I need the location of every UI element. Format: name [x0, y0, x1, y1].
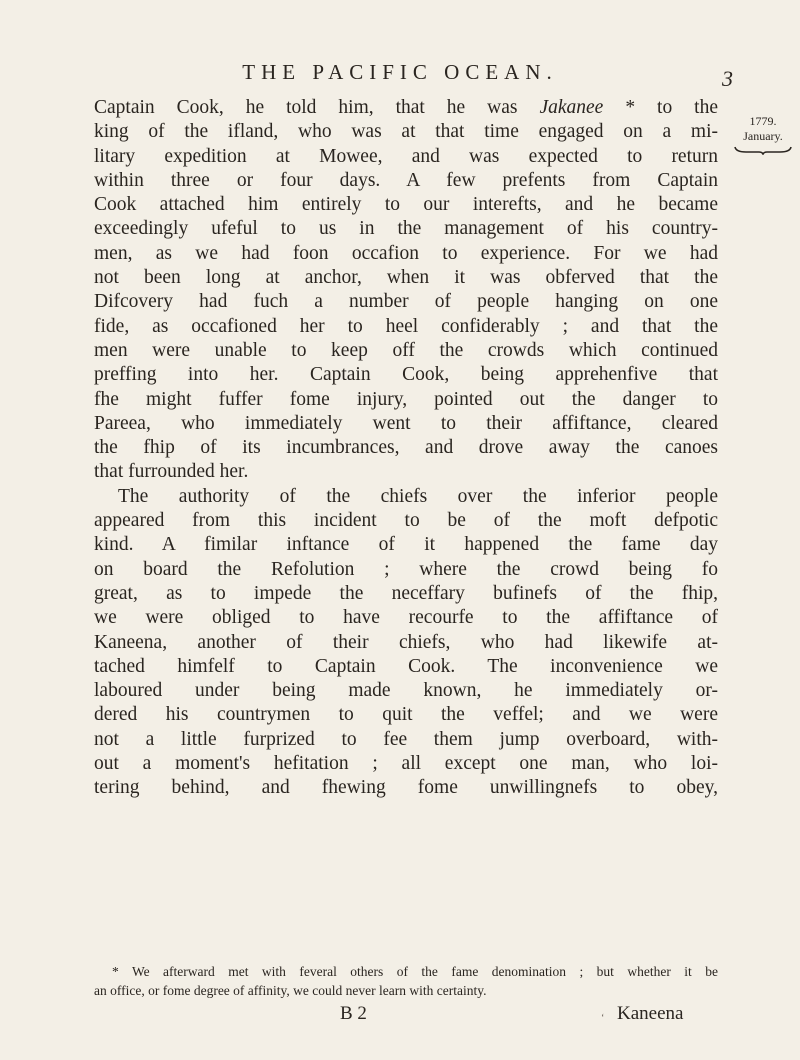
text-line: tached himfelf to Captain Cook. The inconvenience we: [94, 655, 718, 677]
text-line: litary expedition at Mowee, and was expected to return: [94, 145, 718, 167]
text-line: not been long at anchor, when it was obferved that the: [94, 267, 718, 289]
signature-mark: B 2: [340, 1003, 367, 1024]
text-line: that furrounded her.: [94, 461, 249, 483]
text-line: Kaneena, another of their chiefs, who had likewife at-: [94, 631, 718, 653]
catchword-tick-icon: ‘: [601, 1013, 605, 1024]
text-line: the fhip of its incumbrances, and drove away the canoes: [94, 437, 718, 459]
text-line: within three or four days. A few prefents from Captain: [94, 169, 718, 191]
text-line: Difcovery had fuch a number of people hanging on one: [94, 291, 718, 313]
text-line: exceedingly ufeful to us in the management of his country-: [94, 218, 718, 240]
catchword: Kaneena: [617, 1003, 684, 1024]
body-text: [94, 96, 718, 801]
footnote-line: an office, or fome degree of affinity, we could never learn with certainty.: [94, 983, 487, 998]
footnote: [94, 962, 718, 1000]
text-line: fide, as occafioned her to heel confiderably ; and that the: [94, 315, 718, 337]
text-line: preffing into her. Captain Cook, being apprehenfive that: [94, 364, 718, 386]
text-line: out a moment's hefitation ; all except one man, who loi-: [94, 753, 718, 775]
text-line: not a little furprized to fee them jump overboard, with-: [94, 728, 718, 750]
text-line: great, as to impede the neceffary bufinefs of the fhip,: [94, 582, 718, 604]
running-title: THE PACIFIC OCEAN.: [242, 60, 558, 84]
text-line: kind. A fimilar inftance of it happened the fame day: [94, 534, 718, 556]
text-line: Captain Cook, he told him, that he was Jakanee * to the: [94, 97, 718, 118]
text-line: Cook attached him entirely to our interefts, and he became: [94, 194, 718, 216]
text-line: king of the ifland, who was at that time engaged on a mi-: [94, 121, 718, 143]
text-line: tering behind, and fhewing fome unwillingnefs to obey,: [94, 777, 718, 799]
page-number: 3: [722, 66, 733, 91]
italic-term: Jakanee: [539, 97, 604, 118]
text-line: appeared from this incident to be of the moft defpotic: [94, 510, 718, 532]
margin-note-month: January.: [743, 129, 783, 143]
text-line: on board the Refolution ; where the crowd being fo: [94, 558, 718, 580]
text-line: men were unable to keep off the crowds which continued: [94, 339, 718, 361]
text-line: fhe might fuffer fome injury, pointed out the danger to: [94, 388, 718, 410]
text-line: Pareea, who immediately went to their affiftance, cleared: [94, 412, 718, 434]
brace-icon: [734, 145, 792, 155]
text-line: we were obliged to have recourfe to the affiftance of: [94, 607, 718, 629]
text-line: laboured under being made known, he immediately or-: [94, 680, 718, 702]
text-line: dered his countrymen to quit the veffel; and we were: [94, 704, 718, 726]
text-line: The authority of the chiefs over the inferior people: [118, 485, 718, 507]
margin-note: [732, 114, 794, 155]
footnote-line: * We afterward met with feveral others of the fame denomination ; but whether it be: [112, 964, 718, 979]
margin-note-year: 1779.: [749, 114, 777, 128]
text-line: men, as we had foon occafion to experience. For we had: [94, 242, 718, 264]
